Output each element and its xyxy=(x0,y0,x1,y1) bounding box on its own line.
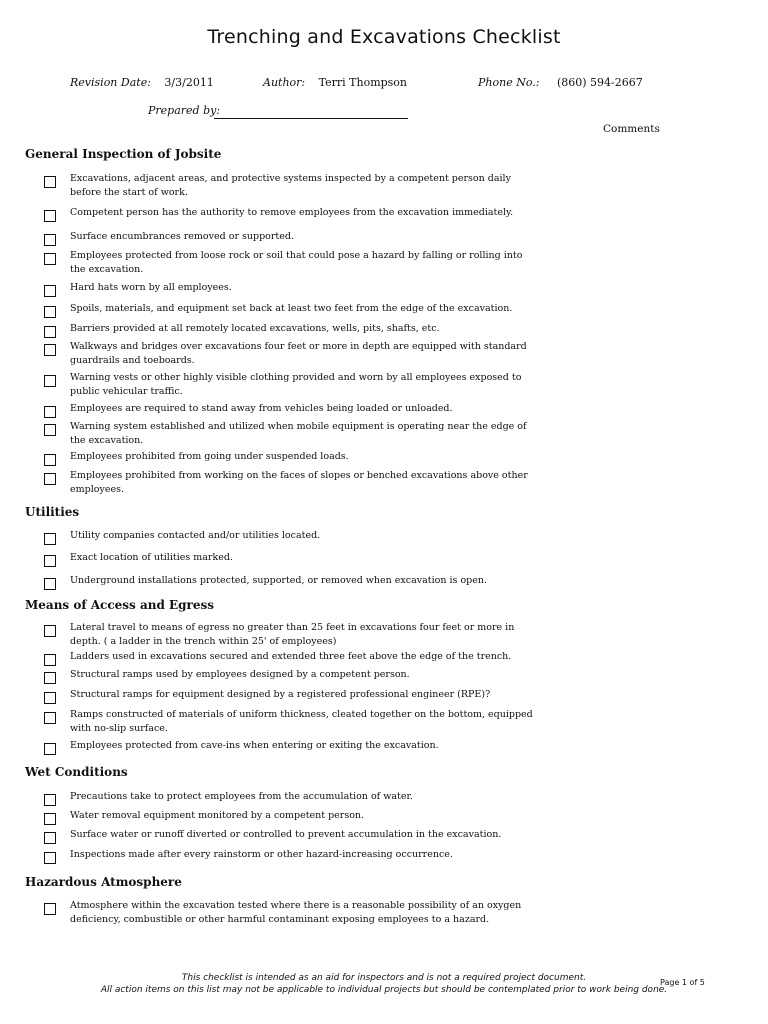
checklist-item-text: Ramps constructed of materials of uniform thickness, cleated together on the bottom, equipped with no-slip surface. xyxy=(70,709,533,734)
checklist-item-text: Spoils, materials, and equipment set back at least two feet from the edge of the excavation. xyxy=(70,303,513,314)
page-number: Page 1 of 5 xyxy=(660,978,705,987)
checklist-item-text: Inspections made after every rainstorm or other hazard-increasing occurrence. xyxy=(70,849,453,860)
revision-date xyxy=(70,76,214,89)
prepared-by-label: Prepared by: xyxy=(148,104,221,117)
checkbox[interactable] xyxy=(44,852,56,864)
checkbox[interactable] xyxy=(44,210,56,222)
checkbox[interactable] xyxy=(44,578,56,590)
checkbox[interactable] xyxy=(44,692,56,704)
prepared-by-field[interactable] xyxy=(214,118,408,119)
checklist-item-text: Exact location of utilities marked. xyxy=(70,552,233,563)
checklist-item-text: Employees protected from cave-ins when entering or exiting the excavation. xyxy=(70,740,439,751)
checklist-item-text: Surface encumbrances removed or supported. xyxy=(70,231,294,242)
checkbox[interactable] xyxy=(44,473,56,485)
checkbox[interactable] xyxy=(44,832,56,844)
phone xyxy=(478,76,643,89)
checkbox[interactable] xyxy=(44,424,56,436)
checkbox[interactable] xyxy=(44,533,56,545)
checkbox[interactable] xyxy=(44,253,56,265)
checkbox[interactable] xyxy=(44,406,56,418)
checkbox[interactable] xyxy=(44,285,56,297)
checkbox[interactable] xyxy=(44,326,56,338)
checkbox[interactable] xyxy=(44,375,56,387)
checkbox[interactable] xyxy=(44,672,56,684)
footer-line-2: All action items on this list may not be applicable to individual projects but should be contemplated prior to work being done. xyxy=(100,985,668,995)
footer-line-1: This checklist is intended as an aid for inspectors and is not a required project document. xyxy=(181,973,587,983)
checklist-item-text: Warning vests or other highly visible clothing provided and worn by all employees exposed to public vehicular traffic. xyxy=(70,372,522,397)
checklist-item-text: Walkways and bridges over excavations four feet or more in depth are equipped with standard guardrails and toeboards. xyxy=(70,341,527,366)
checklist-item-text: Precautions take to protect employees from the accumulation of water. xyxy=(70,791,413,802)
section-title: Utilities xyxy=(25,505,80,519)
checklist-item-text: Surface water or runoff diverted or controlled to prevent accumulation in the excavation. xyxy=(70,829,502,840)
checklist-item-text: Employees are required to stand away from vehicles being loaded or unloaded. xyxy=(70,403,453,414)
checklist-item-text: Excavations, adjacent areas, and protective systems inspected by a competent person daily before the start of work. xyxy=(70,173,511,198)
checkbox[interactable] xyxy=(44,176,56,188)
checkbox[interactable] xyxy=(44,654,56,666)
checkbox[interactable] xyxy=(44,555,56,567)
checklist-item-text: Employees prohibited from going under suspended loads. xyxy=(70,451,349,462)
section-title: Means of Access and Egress xyxy=(25,598,215,612)
section-title: Wet Conditions xyxy=(25,765,128,779)
checklist-item-text: Employees prohibited from working on the faces of slopes or benched excavations above other employees. xyxy=(70,470,528,495)
checkbox[interactable] xyxy=(44,454,56,466)
checkbox[interactable] xyxy=(44,234,56,246)
checklist-item-text: Underground installations protected, supported, or removed when excavation is open. xyxy=(70,575,488,586)
author-value: Terri Thompson xyxy=(318,76,408,89)
checklist-item-text: Competent person has the authority to remove employees from the excavation immediately. xyxy=(70,207,514,218)
checklist-item-text: Ladders used in excavations secured and extended three feet above the edge of the trench. xyxy=(70,651,512,662)
footer-note xyxy=(0,972,768,996)
comments-header: Comments xyxy=(603,123,660,135)
checkbox[interactable] xyxy=(44,813,56,825)
phone-value: (860) 594-2667 xyxy=(556,76,643,89)
revision-date-value: 3/3/2011 xyxy=(164,76,214,89)
checkbox[interactable] xyxy=(44,712,56,724)
checklist-item-text: Structural ramps used by employees designed by a competent person. xyxy=(70,669,410,680)
author-label: Author: xyxy=(263,76,306,89)
checklist-item-text: Water removal equipment monitored by a competent person. xyxy=(70,810,365,821)
document-title: Trenching and Excavations Checklist xyxy=(207,26,561,48)
checkbox[interactable] xyxy=(44,306,56,318)
checkbox[interactable] xyxy=(44,903,56,915)
checklist-item-text: Structural ramps for equipment designed by a registered professional engineer (RPE)? xyxy=(70,689,491,700)
checkbox[interactable] xyxy=(44,625,56,637)
checklist-item-text: Atmosphere within the excavation tested where there is a reasonable possibility of an oxygen deficiency, combustible or other harmful contaminant exposing employees to a hazard. xyxy=(70,900,522,925)
section-title: Hazardous Atmosphere xyxy=(25,875,182,889)
checklist-item-text: Employees protected from loose rock or soil that could pose a hazard by falling or rolling into the excavation. xyxy=(70,250,523,275)
checklist-item-text: Warning system established and utilized when mobile equipment is operating near the edge of the excavation. xyxy=(70,421,527,446)
checklist-item-text: Barriers provided at all remotely located excavations, wells, pits, shafts, etc. xyxy=(70,323,440,334)
phone-label: Phone No.: xyxy=(478,76,540,89)
checklist-item-text: Lateral travel to means of egress no greater than 25 feet in excavations four feet or more in depth. ( a ladder in the trench within 25' of employees) xyxy=(70,622,515,647)
checklist-item-text: Hard hats worn by all employees. xyxy=(70,282,232,293)
revision-date-label: Revision Date: xyxy=(70,76,151,89)
section-title: General Inspection of Jobsite xyxy=(25,147,222,161)
checkbox[interactable] xyxy=(44,743,56,755)
checkbox[interactable] xyxy=(44,344,56,356)
checklist-item-text: Utility companies contacted and/or utilities located. xyxy=(70,530,321,541)
author xyxy=(263,76,407,89)
checkbox[interactable] xyxy=(44,794,56,806)
